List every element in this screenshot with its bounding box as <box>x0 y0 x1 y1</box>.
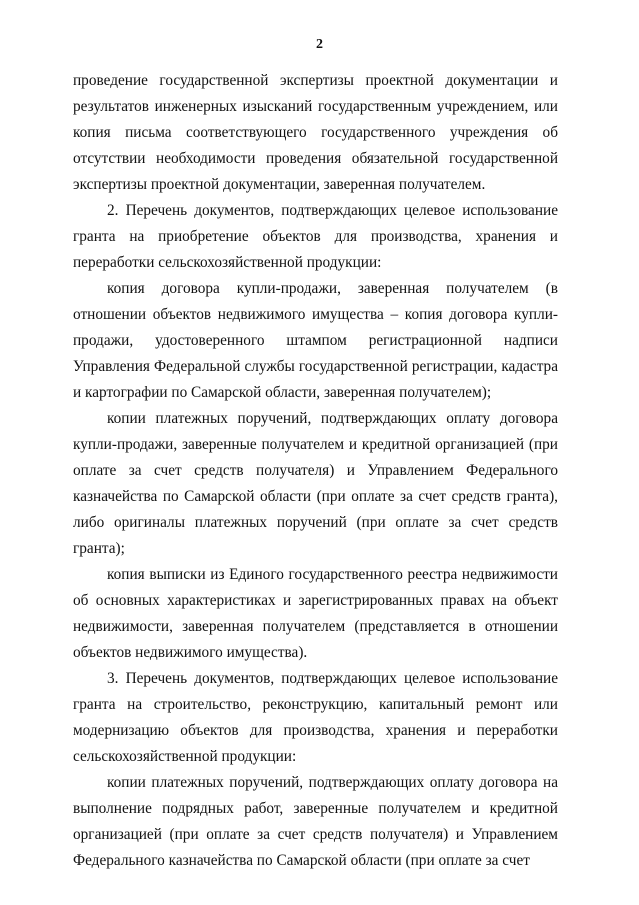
paragraph-purchase-contract-copy: копия договора купли-продажи, заверенная получателем (в отношении объектов недвижимого имущества – копия договора купли-продажи, удостоверенного штампом регистрационной надписи Управления Федеральной службы государственной регистрации, кадастра и картографии по Самарской области, заверенная получателем); <box>73 280 558 401</box>
page-number: 2 <box>316 37 323 52</box>
document-body <box>73 68 558 874</box>
paragraph-registry-extract: копия выписки из Единого государственного реестра недвижимости об основных характеристиках и зарегистрированных правах на объект недвижимости, заверенная получателем (представляется в отношении объектов недвижимого имущества). <box>73 566 558 661</box>
paragraph-contractor-payment-orders: копии платежных поручений, подтверждающих оплату договора на выполнение подрядных работ, заверенные получателем и кредитной организацией (при оплате за счет средств получателя) и Управлением Федерального казначейства по Самарской области (при оплате за счет <box>73 774 558 869</box>
paragraph-section-3-heading: 3. Перечень документов, подтверждающих целевое использование гранта на строительство, реконструкцию, капитальный ремонт или модернизацию объектов для производства, хранения и переработки сельскохозяйственной продукции: <box>73 670 558 765</box>
paragraph-payment-orders: копии платежных поручений, подтверждающих оплату договора купли-продажи, заверенные получателем и кредитной организацией (при оплате за счет средств получателя) и Управлением Федерального казначейства по Самарской области (при оплате за счет средств гранта), либо оригиналы платежных поручений (при оплате за счет средств гранта); <box>73 410 558 557</box>
paragraph-section-2-heading: 2. Перечень документов, подтверждающих целевое использование гранта на приобретение объектов для производства, хранения и переработки сельскохозяйственной продукции: <box>73 202 558 271</box>
paragraph-continuation: проведение государственной экспертизы проектной документации и результатов инженерных изысканий государственным учреждением, или копия письма соответствующего государственного учреждения об отсутствии необходимости проведения обязательной государственной экспертизы проектной документации, заверенная получателем. <box>73 72 558 193</box>
